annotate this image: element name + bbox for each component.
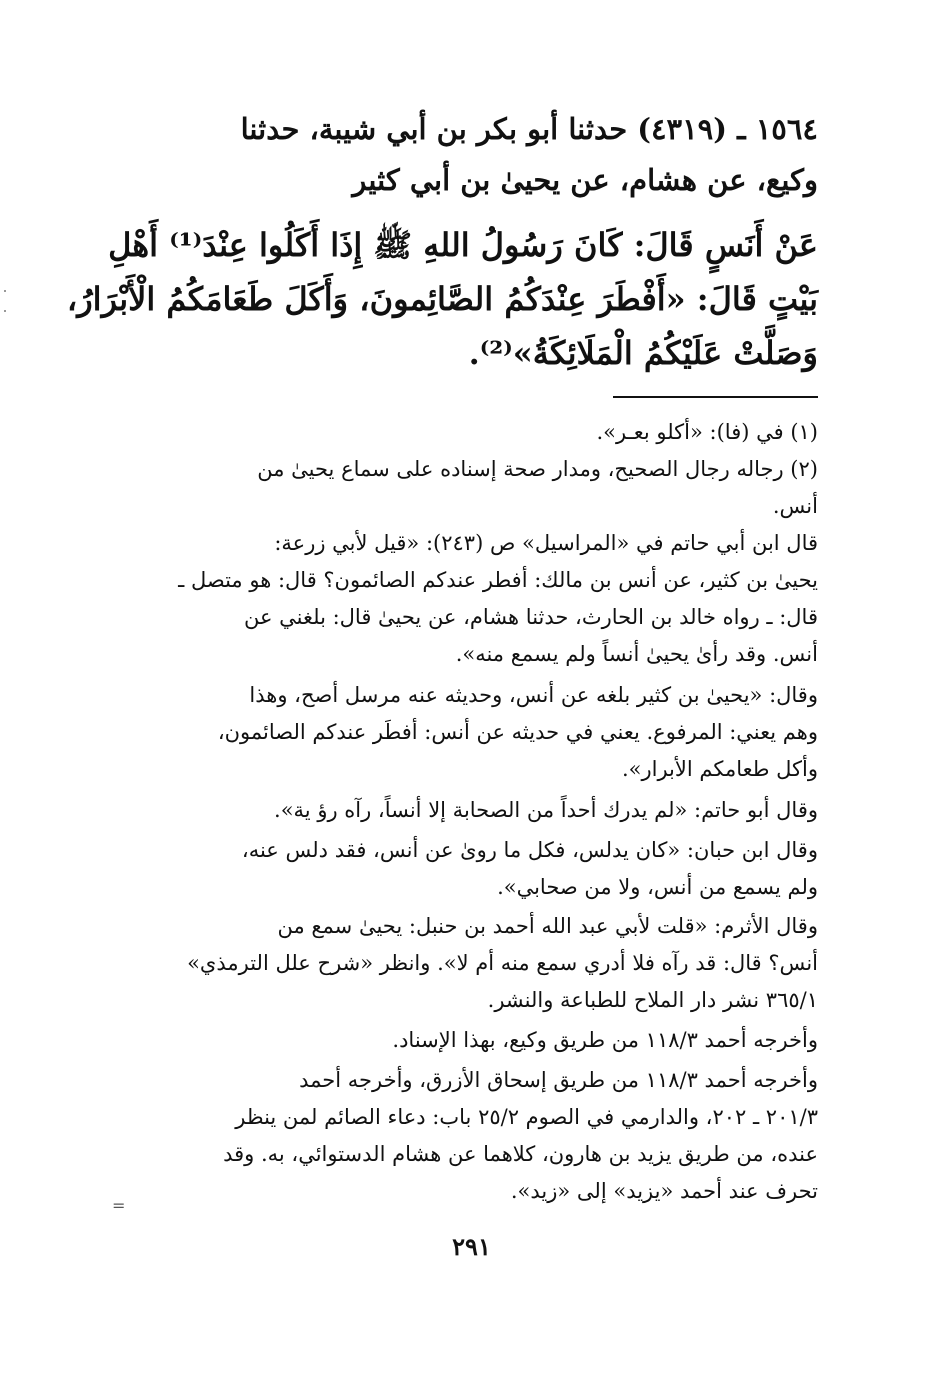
footnote-line: وقال: «يحيىٰ بن كثير بلغه عن أنس، وحديثه عنه مرسل أصح، وهذا	[249, 683, 818, 707]
footnote-line: ولم يسمع من أنس، ولا من صحابي».	[497, 875, 818, 899]
footnote-line: وأكل طعامكم الأبرار».	[621, 757, 818, 781]
footnote-line: ٣٦٥/١ نشر دار الملاح للطباعة والنشر.	[487, 988, 818, 1012]
footnote-line: أنس.	[772, 494, 818, 518]
scan-artifact	[4, 290, 7, 350]
footnote-line: (٢) رجاله رجال الصحيح، ومدار صحة إسناده على سماع يحيىٰ من	[257, 457, 818, 481]
footnote-line: تحرف عند أحمد «يزيد» إلى «زيد».	[510, 1179, 818, 1203]
footnote-line: قال: ـ رواه خالد بن الحارث، حدثنا هشام، عن يحيىٰ قال: بلغني عن	[243, 605, 818, 629]
hadith-matn-line: وَصَلَّتْ عَلَيْكُمُ الْمَلَائِكَةُ»⁽²⁾.	[468, 334, 818, 372]
footnote-line: وأخرجه أحمد ١١٨/٣ من طريق وكيع، بهذا الإسناد.	[392, 1028, 818, 1052]
footnote-line: أنس. وقد رأىٰ يحيىٰ أنساً ولم يسمع منه».	[455, 642, 818, 666]
footnote-line: ٢٠١/٣ ـ ٢٠٢، والدارمي في الصوم ٢٥/٢ باب: دعاء الصائم لمن ينظر	[235, 1105, 818, 1129]
hadith-isnad-line: وكيع، عن هشام، عن يحيىٰ بن أبي كثير	[352, 163, 818, 197]
footnote-line: (١) في (فا): «أكلو بعـر».	[596, 420, 818, 444]
footnote-line: يحيىٰ بن كثير، عن أنس بن مالك: أفطر عندكم الصائمون؟ قال: هو متصل ـ	[178, 568, 818, 592]
footnote-divider	[613, 396, 818, 398]
footnote-line: وقال ابن حبان: «كان يدلس، فكل ما روىٰ عن أنس، فقد دلس عنه،	[241, 838, 818, 862]
footnote-line: عنده، من طريق يزيد بن هارون، كلاهما عن هشام الدستوائي، به. وقد	[223, 1142, 818, 1166]
page-number: ٢٩١	[452, 1232, 491, 1261]
hadith-isnad-line: ١٥٦٤ ـ (٤٣١٩) حدثنا أبو بكر بن أبي شيبة، حدثنا	[240, 112, 818, 146]
footnote-line: وقال الأثرم: «قلت لأبي عبد الله أحمد بن حنبل: يحيىٰ سمع من	[277, 914, 818, 938]
footnote-line: وقال أبو حاتم: «لم يدرك أحداً من الصحابة إلا أنساً، رآه رؤ ية».	[274, 798, 818, 822]
continuation-mark: =	[112, 1196, 126, 1215]
footnote-line: أنس؟ قال: قد رآه فلا أدري سمع منه أم لا». وانظر «شرح علل الترمذي»	[187, 951, 818, 975]
footnote-line: وهم يعني: المرفوع. يعني في حديثه عن أنس: أفطَر عندكم الصائمون،	[217, 720, 818, 744]
footnote-line: وأخرجه أحمد ١١٨/٣ من طريق إسحاق الأزرق، وأخرجه أحمد	[299, 1068, 818, 1092]
footnote-line: قال ابن أبي حاتم في «المراسيل» ص (٢٤٣): «قيل لأبي زرعة:	[274, 531, 818, 555]
hadith-matn-line: عَنْ أَنَسٍ قَالَ: كَانَ رَسُولُ اللهِ ﷺ إِذَا أَكَلُوا عِنْدَ⁽¹⁾ أَهْلِ	[108, 226, 818, 264]
hadith-matn-line: بَيْتٍ قَالَ: «أَفْطَرَ عِنْدَكُمُ الصَّائِمونَ، وَأَكَلَ طَعَامَكُمُ الْأَبْرَارُ،	[66, 280, 818, 318]
